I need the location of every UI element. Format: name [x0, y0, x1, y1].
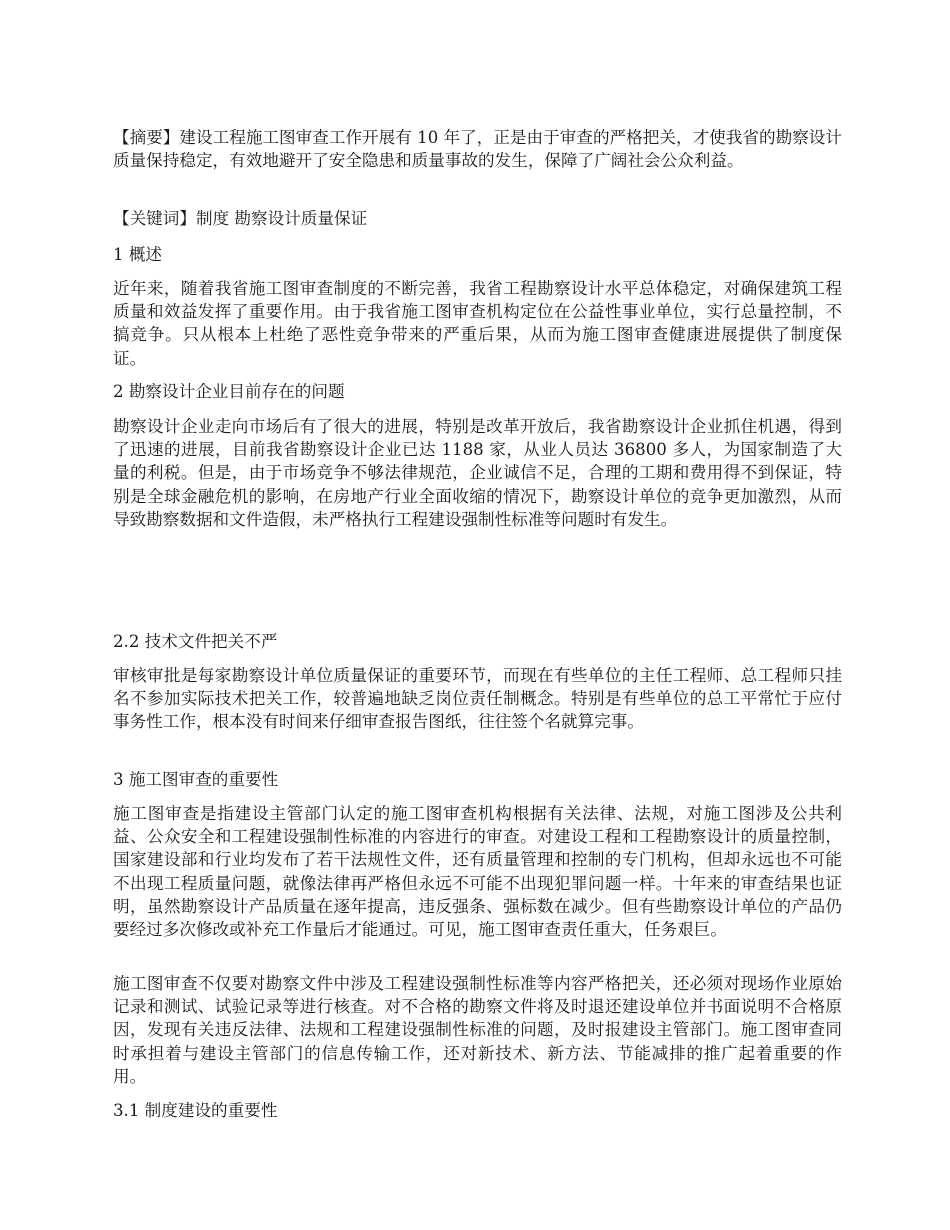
problems-paragraph: 勘察设计企业走向市场后有了很大的进展，特别是改革开放后，我省勘察设计企业抓住机遇，得到了迅速的进展，目前我省勘察设计企业已达 1188 家，从业人员达 36800 多人，为国家制造了大量的利税。但是，由于市场竞争不够法律规范，企业诚信不足，合理的工期和费用得不到保证，特别是全球金融危机的影响，在房地产行业全面收缩的情况下，勘察设计单位的竞争更加激烈，从而导致勘察数据和文件造假，未严格执行工程建设强制性标准等问题时有发生。: [113, 417, 842, 529]
technical-files-paragraph: 审核审批是每家勘察设计单位质量保证的重要环节，而现在有些单位的主任工程师、总工程师只挂名不参加实际技术把关工作，较普遍地缺乏岗位责任制概念。特别是有些单位的总工平常忙于应付事务性工作，根本没有时间来仔细审查报告图纸，往往签个名就算完事。: [113, 666, 842, 732]
importance-paragraph: 施工图审查是指建设主管部门认定的施工图审查机构根据有关法律、法规，对施工图涉及公共利益、公众安全和工程建设强制性标准的内容进行的审查。对建设工程和工程勘察设计的质量控制，国家建设部和行业均发布了若干法规性文件，还有质量管理和控制的专门机构，但却永远也不可能不出现工程质量问题，就像法律再严格但永远不可能不出现犯罪问题一样。十年来的审查结果也证明，虽然勘察设计产品质量在逐年提高，违反强条、强标数在减少。但有些勘察设计单位的产品仍要经过多次修改或补充工作量后才能通过。可见，施工图审查责任重大，任务艰巨。: [113, 804, 842, 940]
keywords-paragraph: 【关键词】制度 勘察设计质量保证: [113, 209, 368, 228]
heading-technical-files: 2.2 技术文件把关不严: [113, 632, 278, 651]
heading-problems: 2 勘察设计企业目前存在的问题: [113, 382, 345, 401]
overview-paragraph: 近年来，随着我省施工图审查制度的不断完善，我省工程勘察设计水平总体稳定，对确保建筑工程质量和效益发挥了重要作用。由于我省施工图审查机构定位在公益性事业单位，实行总量控制，不搞竞争。只从根本上杜绝了恶性竞争带来的严重后果，从而为施工图审查健康进展提供了制度保证。: [113, 279, 842, 368]
review-scope-paragraph: 施工图审查不仅要对勘察文件中涉及工程建设强制性标准等内容严格把关，还必须对现场作业原始记录和测试、试验记录等进行核查。对不合格的勘察文件将及时退还建设单位并书面说明不合格原因，发现有关违反法律、法规和工程建设强制性标准的问题，及时报建设主管部门。施工图审查同时承担着与建设主管部门的信息传输工作，还对新技术、新方法、节能减排的推广起着重要的作用。: [113, 974, 842, 1086]
heading-overview: 1 概述: [113, 245, 163, 264]
abstract-paragraph: 【摘要】建设工程施工图审查工作开展有 10 年了，正是由于审查的严格把关，才使我省的勘察设计质量保持稳定，有效地避开了安全隐患和质量事故的发生，保障了广阔社会公众利益。: [113, 128, 842, 171]
heading-importance: 3 施工图审查的重要性: [113, 770, 279, 789]
heading-system-building: 3.1 制度建设的重要性: [113, 1101, 278, 1120]
